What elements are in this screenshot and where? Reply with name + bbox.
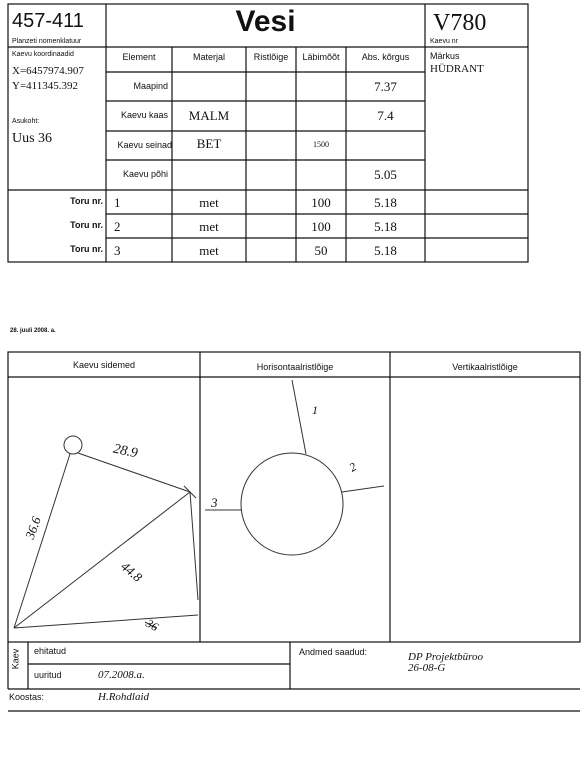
pipe-label-1: 1: [312, 403, 318, 417]
pipe-number: 1: [114, 195, 121, 210]
row-label-kaevu-pohi: Kaevu põhi: [122, 169, 168, 179]
author-value: H.Rohdlaid: [98, 691, 150, 703]
pipe-number: 2: [114, 219, 121, 234]
col-header-element: Element: [122, 52, 156, 62]
pipe-diameter: 100: [311, 219, 331, 234]
measured-label: uuritud: [34, 670, 62, 680]
date-stamp: 28. juuli 2008. a.: [10, 328, 56, 334]
pipe-label-2: 2: [346, 459, 359, 475]
col-title-horisontaal: Horisontaalristlõige: [256, 362, 334, 372]
col-header-material: Materjal: [192, 52, 225, 62]
pipe-material: met: [199, 243, 219, 258]
data-from-label: Andmed saadud:: [299, 647, 368, 657]
coords-label: Kaevu koordinaadid: [12, 51, 74, 58]
kaev-label: Kaev: [10, 648, 21, 670]
col-header-section: Ristlõige: [253, 52, 289, 62]
pipe-diameter: 50: [314, 243, 328, 258]
pipe-row-label: Toru nr.: [70, 220, 103, 230]
remarks-value: HÜDRANT: [430, 63, 484, 75]
remarks-label: Märkus: [430, 51, 460, 61]
pipe-label-3: 3: [211, 495, 218, 510]
pipe-material: met: [199, 195, 219, 210]
cell-height-kaevu-kaas: 7.4: [377, 108, 394, 123]
row-label-kaevu-kaas: Kaevu kaas: [120, 110, 168, 120]
col-title-vertikaal: Vertikaalristlõige: [452, 362, 518, 372]
pipe-material: met: [199, 219, 219, 234]
nomenclature-label: Planzeti nomenklatuur: [12, 38, 82, 45]
distance-label: 36: [143, 616, 161, 635]
data-from-code: 26-08-G: [408, 662, 446, 674]
col-header-diameter: Läbimõõt: [302, 52, 340, 62]
data-from-value: DP Projektbüroo: [408, 651, 484, 663]
cell-material-kaevu-kaas: MALM: [188, 108, 230, 123]
col-title-sidemed: Kaevu sidemed: [72, 360, 136, 370]
cell-height-maapind: 7.37: [374, 79, 397, 94]
row-label-kaevu-seinad: Kaevu seinad: [117, 140, 172, 150]
coord-x: X=6457974.907: [12, 65, 84, 77]
distance-label: 36.6: [21, 514, 44, 542]
pipe-row-label: Toru nr.: [70, 196, 103, 206]
pipe-diameter: 100: [311, 195, 331, 210]
pipe-height: 5.18: [374, 243, 397, 258]
measured-value: 07.2008.a.: [98, 669, 145, 681]
location: Uus 36: [12, 131, 53, 146]
nomenclature: 457-411: [12, 10, 84, 32]
row-label-maapind: Maapind: [133, 81, 168, 91]
cell-height-kaevu-pohi: 5.05: [374, 167, 397, 182]
cell-diameter-kaevu-seinad: 1500: [313, 140, 329, 149]
pipe-number: 3: [114, 243, 121, 258]
pipe-row-label: Toru nr.: [70, 244, 103, 254]
pipe-height: 5.18: [374, 219, 397, 234]
pipe-height: 5.18: [374, 195, 397, 210]
author-label: Koostas:: [9, 692, 45, 702]
col-header-height: Abs. kõrgus: [361, 52, 410, 62]
cell-material-kaevu-seinad: BET: [196, 136, 222, 151]
well-number-label: Kaevu nr: [430, 38, 459, 45]
well-number: V780: [433, 10, 487, 36]
distance-label: 28.9: [111, 441, 139, 462]
built-label: ehitatud: [34, 646, 67, 656]
coord-y: Y=411345.392: [12, 80, 78, 92]
distance-label: 44.8: [118, 558, 146, 585]
location-label: Asukoht:: [12, 118, 40, 125]
page-title: Vesi: [235, 5, 296, 38]
